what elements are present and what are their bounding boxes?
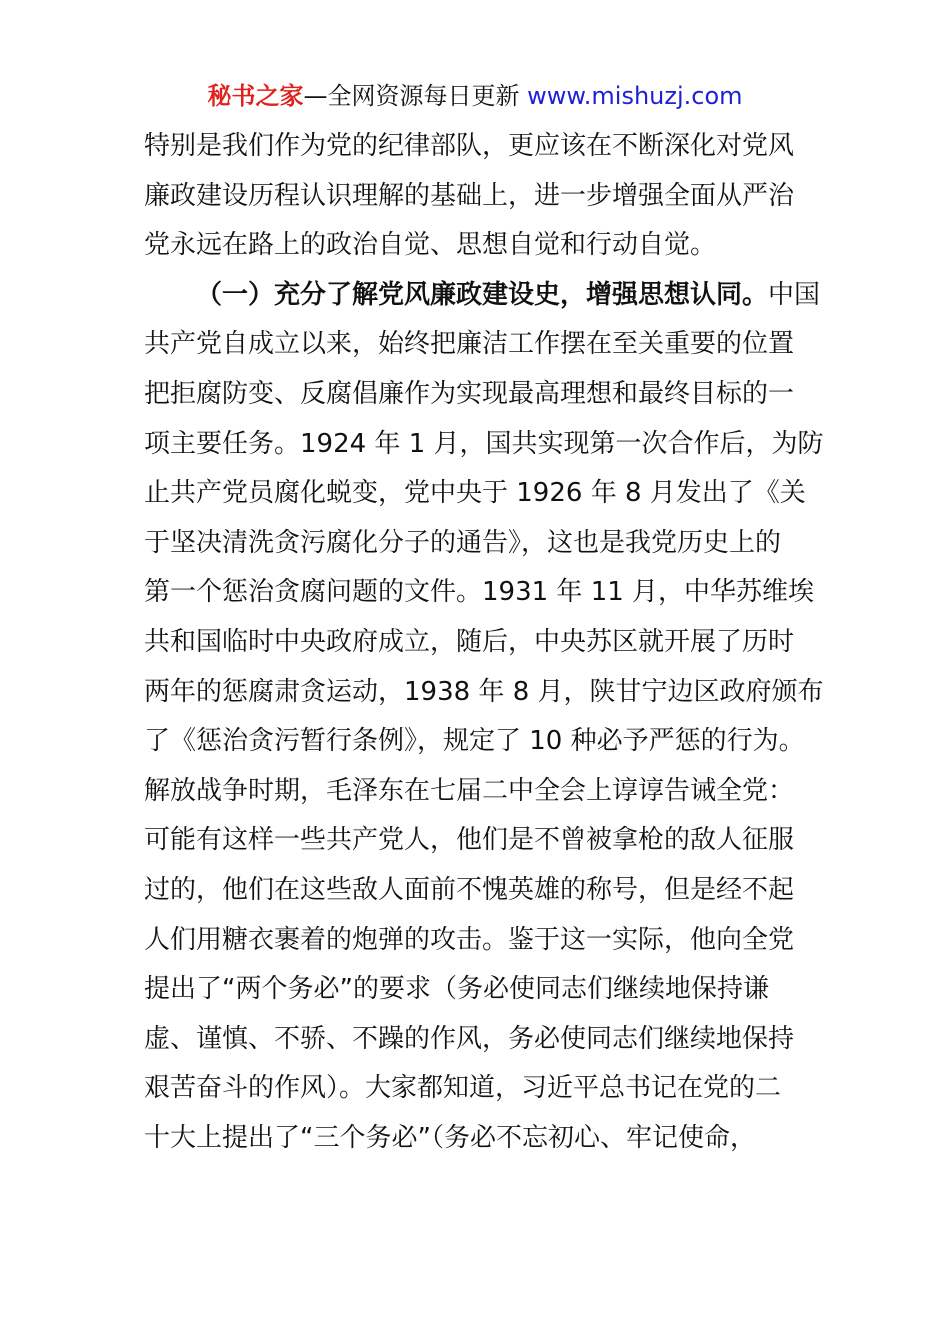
section-heading-continuation: 中国 <box>768 279 821 310</box>
paragraph-line: 项主要任务。1924 年 1 月，国共实现第一次合作后，为防 <box>144 428 824 459</box>
paragraph-line: 特别是我们作为党的纪律部队，更应该在不断深化对党风 <box>144 131 795 161</box>
paragraph-line: 十大上提出了“三个务必”（务必不忘初心、牢记使命， <box>144 1122 756 1153</box>
paragraph-line: 艰苦奋斗的作风）。大家都知道，习近平总书记在党的二 <box>144 1073 782 1104</box>
site-brand: 秘书之家 <box>207 82 304 110</box>
paragraph-line: 把拒腐防变、反腐倡廉作为实现最高理想和最终目标的一 <box>144 378 795 409</box>
section-heading: （一）充分了解党风廉政建设史，增强思想认同。 <box>196 279 769 310</box>
paragraph-line: 第一个惩治贪腐问题的文件。1931 年 11 月，中华苏维埃 <box>144 577 815 608</box>
paragraph-line: 党永远在路上的政治自觉、思想自觉和行动自觉。 <box>144 230 717 261</box>
paragraph-line: 提出了“两个务必”的要求（务必使同志们继续地保持谦 <box>144 974 769 1005</box>
paragraph-line: 解放战争时期，毛泽东在七届二中全会上谆谆告诫全党： <box>144 775 795 806</box>
document-body <box>144 122 824 1163</box>
paragraph-line: 廉政建设历程认识理解的基础上，进一步增强全面从严治 <box>144 180 795 211</box>
site-header <box>0 78 950 114</box>
paragraph-line: 共产党自成立以来，始终把廉洁工作摆在至关重要的位置 <box>144 329 795 360</box>
paragraph-line: 了《惩治贪污暂行条例》，规定了 10 种必予严惩的行为。 <box>144 726 805 757</box>
paragraph-line: 虚、谨慎、不骄、不躁的作风，务必使同志们继续地保持 <box>144 1023 795 1054</box>
paragraph-line: 止共产党员腐化蜕变，党中央于 1926 年 8 月发出了《关 <box>144 478 806 509</box>
paragraph-line: 两年的惩腐肃贪运动，1938 年 8 月，陕甘宁边区政府颁布 <box>144 676 824 707</box>
site-tagline: —全网资源每日更新 <box>303 82 528 110</box>
paragraph-line: 可能有这样一些共产党人，他们是不曾被拿枪的敌人征服 <box>144 825 795 856</box>
paragraph-line: 共和国临时中央政府成立，随后，中央苏区就开展了历时 <box>144 626 795 657</box>
paragraph-line: 人们用糖衣裹着的炮弹的攻击。鉴于这一实际，他向全党 <box>144 924 795 955</box>
section-heading-line <box>144 271 821 321</box>
paragraph-line: 于坚决清洗贪污腐化分子的通告》，这也是我党历史上的 <box>144 527 782 558</box>
paragraph-line: 过的，他们在这些敌人面前不愧英雄的称号，但是经不起 <box>144 874 795 905</box>
site-url-link[interactable]: www.mishuzj.com <box>527 82 743 110</box>
